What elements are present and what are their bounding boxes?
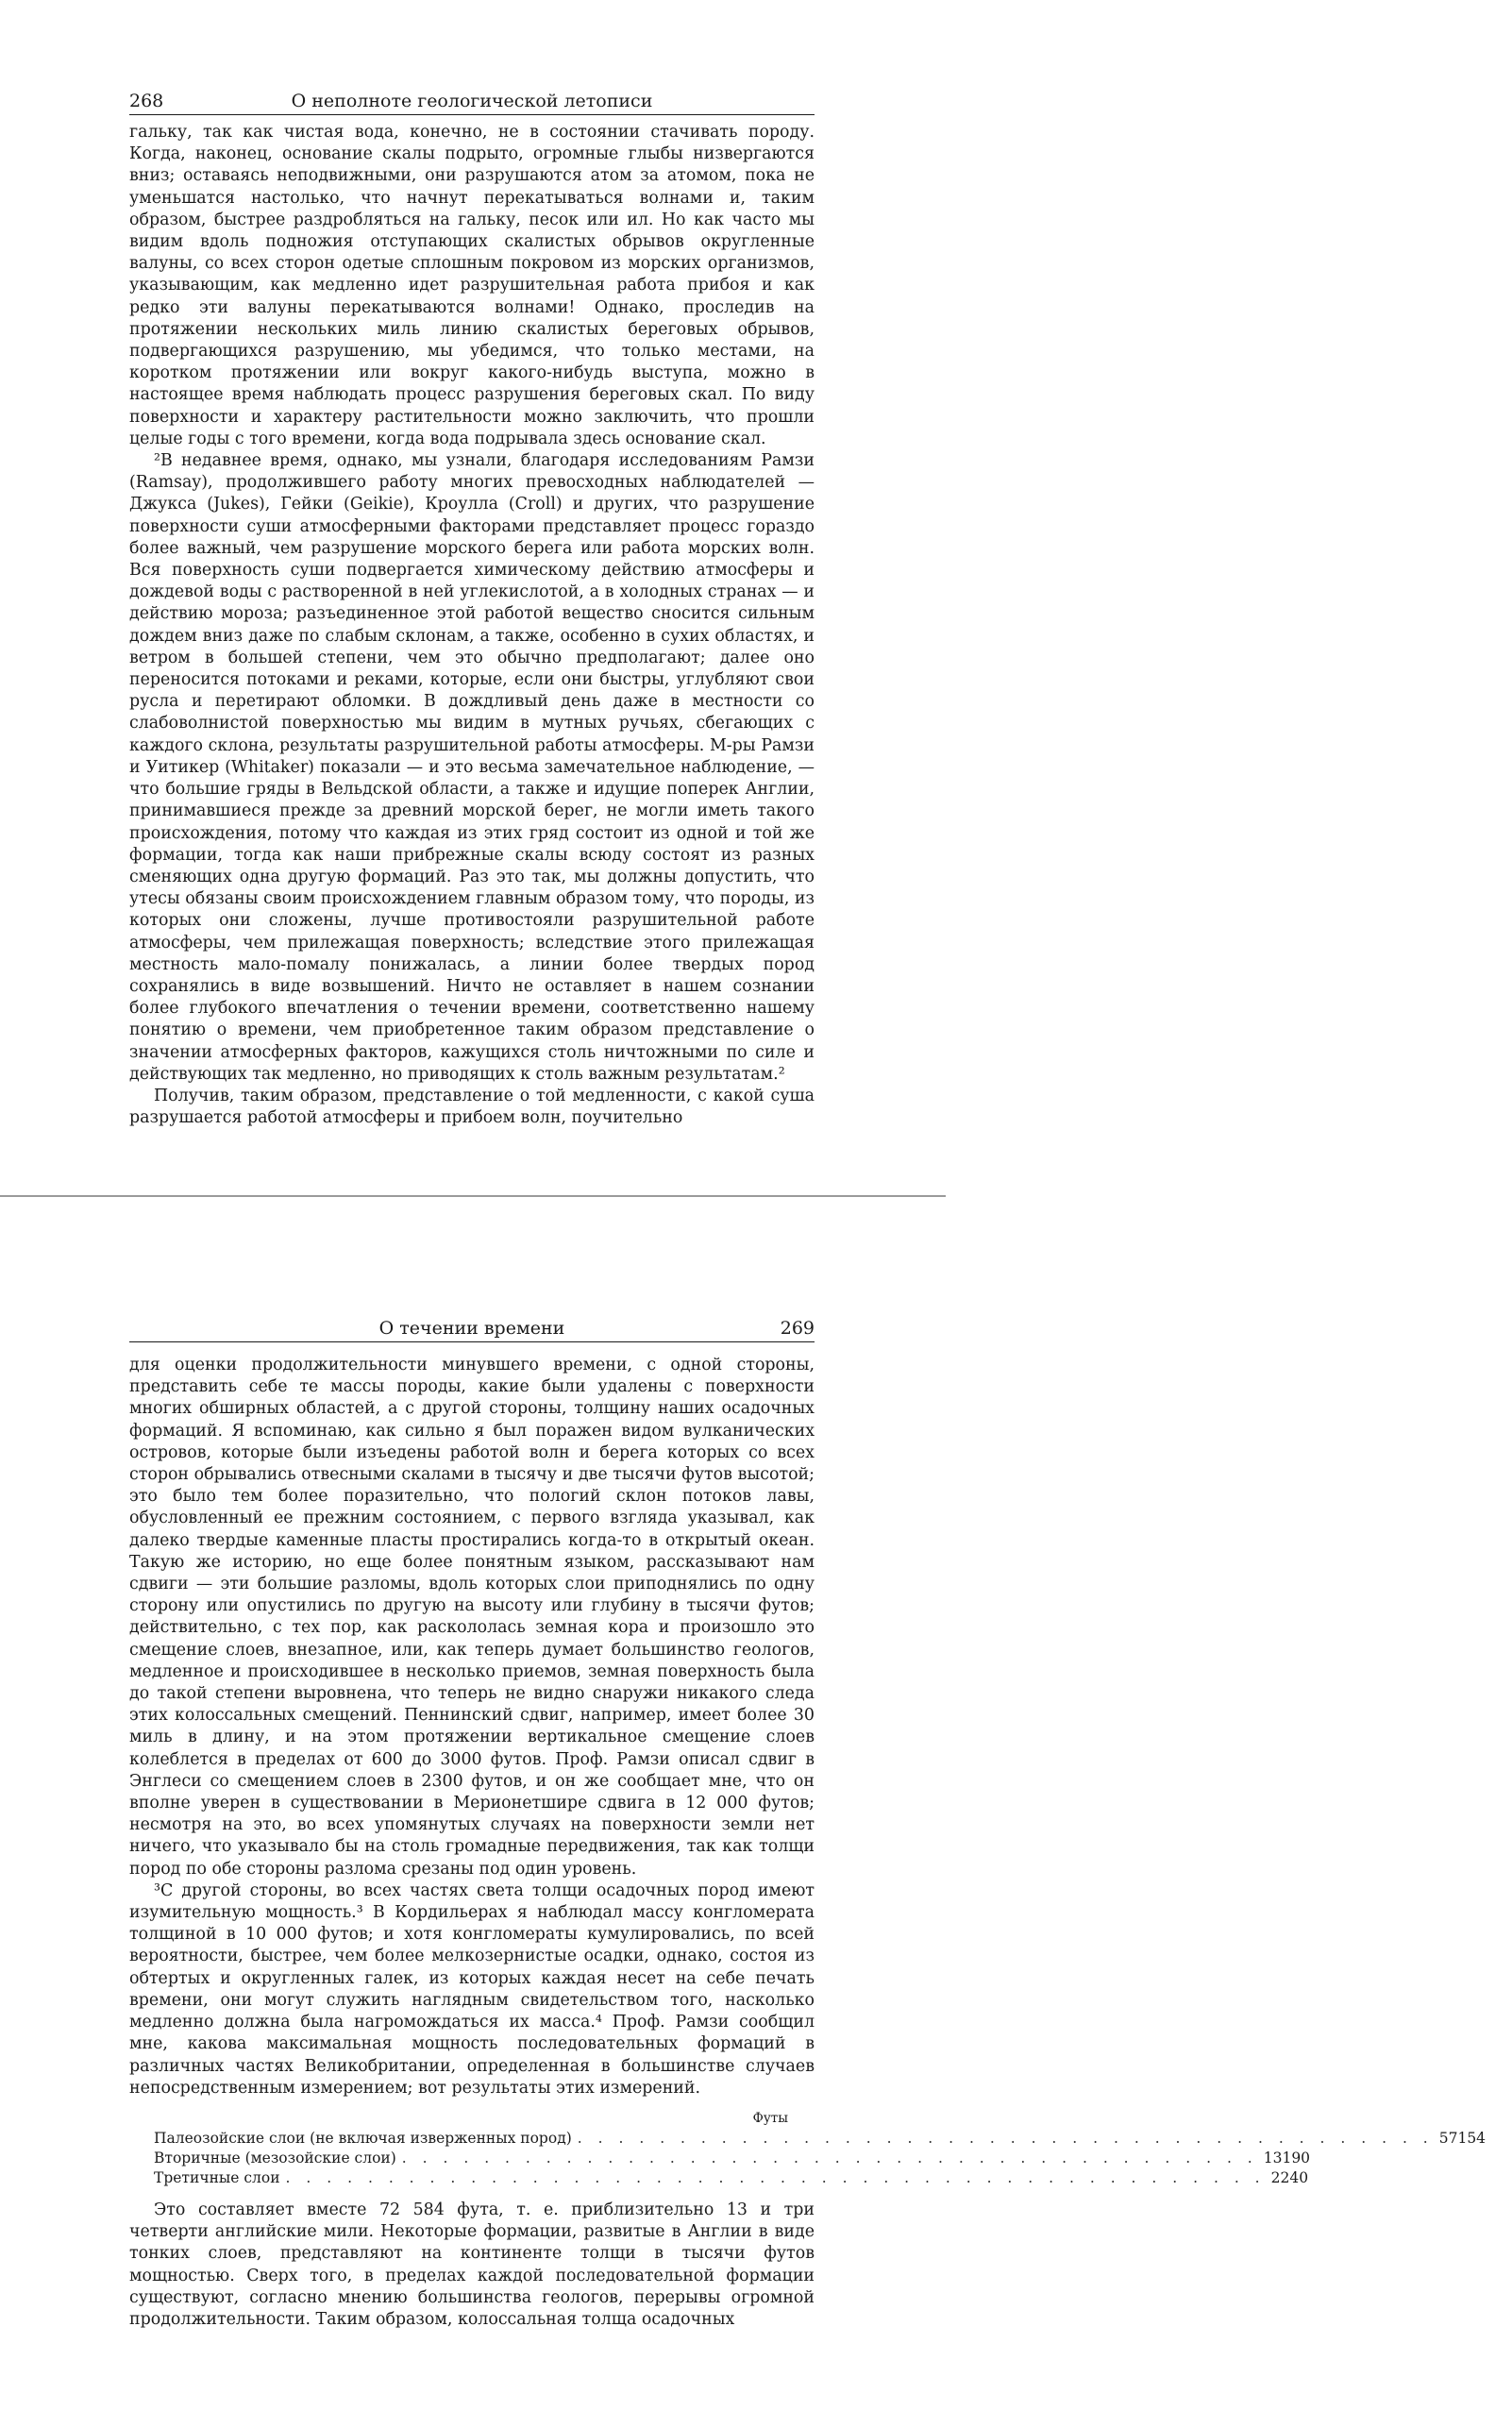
running-title: О течении времени: [378, 1318, 565, 1339]
paragraph: гальку, так как чистая вода, конечно, не в состоянии стачивать породу. Когда, наконец, основание скалы подрыто, огромные глыбы низвергаются вниз; оставаясь неподвижными, они разрушаются атом за атомом, пока не уменьшатся настолько, что начнут перекатываться волнами и, таким образом, быстрее раздробляться на гальку, песок или ил. Но как часто мы видим вдоль подножия отступающих скалистых обрывов округленные валуны, со всех сторон одетые сплошным покровом из морских организмов, указывающим, как медленно идет разрушительная работа прибоя и как редко эти валуны перекатываются волнами! Однако, проследив на протяжении нескольких миль линию скалистых береговых обрывов, подвергающихся разрушению, мы убедимся, что только местами, на коротком протяжении или вокруг какого-нибудь выступа, можно в настоящее время наблюдать процесс разрушения береговых скал. По виду поверхности и характеру растительности можно заключить, что прошли целые годы с того времени, когда вода подрывала здесь основание скал.: [129, 123, 815, 448]
table-row: [129, 2129, 1487, 2149]
thickness-table: [129, 2109, 1487, 2188]
row-label: Вторичные (мезозойские слои): [154, 2149, 396, 2167]
paragraph: ²В недавнее время, однако, мы узнали, благодаря исследованиям Рамзи (Ramsay), продолжившего работу многих превосходных наблюдателей — Джукса (Jukes), Гейки (Geikie), Кроулла (Croll) и других, что разрушение поверхности суши атмосферными факторами представляет процесс гораздо более важный, чем разрушение морского берега или работа морских волн. Вся поверхность суши подвергается химическому действию атмосферы и дождевой воды с растворенной в ней углекислотой, а в холодных странах — и действию мороза; разъединенное этой работой вещество сносится сильным дождем вниз даже по слабым склонам, а также, особенно в сухих областях, и ветром в большей степени, чем это обычно предполагают; далее оно переносится потоками и реками, которые, если они быстры, углубляют свои русла и перетирают обломки. В дождливый день даже в местности со слабоволнистой поверхностью мы видим в мутных ручьях, сбегающих с каждого склона, результаты разрушительной работы атмосферы. М-ры Рамзи и Уитикер (Whitaker) показали — и это весьма замечательное наблюдение, — что большие гряды в Вельдской области, а также и идущие поперек Англии, принимавшиеся прежде за древний морской берег, не могли иметь такого происхождения, потому что каждая из этих гряд состоит из одной и той же формации, тогда как наши прибрежные скалы всюду состоят из разных сменяющих одна другую формаций. Раз это так, мы должны допустить, что утесы обязаны своим происхождением главным образом тому, что породы, из которых они сложены, лучше противостояли разрушительной работе атмосферы, чем прилежащая поверхность; вследствие этого прилежащая местность мало-помалу понижалась, а линии более твердых пород сохранялись в виде возвышений. Ничто не оставляет в нашем сознании более глубокого впечатления о течении времени, соответственно нашему понятию о времени, чем приобретенное таким образом представление о значении атмосферных факторов, кажущихся столь ничтожными по силе и действующих так медленно, но приводящих к столь важным результатам.²: [129, 451, 815, 1084]
row-value: 13190: [1263, 2149, 1311, 2167]
paragraph: ³С другой стороны, во всех частях света толщи осадочных пород имеют изумительную мощность.³ В Кордильерах я наблюдал массу конгломерата толщиной в 10 000 футов; и хотя конгломераты кумулировались, по всей вероятности, быстрее, чем более мелкозернистые осадки, однако, состоя из обтертых и округленных галек, из которых каждая несет на себе печать времени, они могут служить наглядным свидетельством того, насколько медленно должна была нагромождаться их масса.⁴ Проф. Рамзи сообщил мне, какова максимальная мощность последовательных формаций в различных частях Великобритании, определенная в большинстве случаев непосредственным измерением; вот результаты этих измерений.: [129, 1880, 815, 2098]
leader-dots: . . . . . . . . . . . . . . . . . . . . . . . . . . . . . . . . . . . . . . . . . . . . . . . .: [285, 2168, 1266, 2186]
row-value: 57154: [1438, 2129, 1487, 2147]
page-268: [0, 0, 946, 1188]
running-header: [129, 1317, 815, 1342]
table-row: [129, 2168, 1309, 2188]
row-value: 2240: [1270, 2168, 1309, 2186]
table-unit-header: Футы: [752, 2110, 788, 2126]
page-number: 269: [780, 1318, 815, 1339]
leader-dots: . . . . . . . . . . . . . . . . . . . . . . . . . . . . . . . . . . . . . . . . . .: [401, 2149, 1258, 2167]
running-title: О неполноте геологической летописи: [291, 91, 653, 111]
body-text: [129, 1355, 1487, 2331]
table-row: [129, 2149, 1311, 2168]
page-divider: [0, 1195, 946, 1197]
row-label: Палеозойские слои (не включая изверженных пород): [154, 2129, 572, 2147]
running-header: [129, 90, 815, 115]
leader-dots: . . . . . . . . . . . . . . . . . . . . . . . . . . . . . . . . . . . . . . . . . .: [577, 2129, 1434, 2147]
paragraph: Получив, таким образом, представление о той медленности, с какой суша разрушается работой атмосферы и прибоем волн, поучительно: [129, 1086, 815, 1128]
paragraph: для оценки продолжительности минувшего времени, с одной стороны, представить себе те массы породы, какие были удалены с поверхности многих обширных областей, а с другой стороны, толщину наших осадочных формаций. Я вспоминаю, как сильно я был поражен видом вулканических островов, которые были изъедены работой волн и берега которых со всех сторон обрывались отвесными скалами в тысячу и две тысячи футов высотой; это было тем более поразительно, что пологий склон потоков лавы, обусловленный ее прежним состоянием, с первого взгляда указывал, как далеко твердые каменные пласты простирались когда-то в открытый океан. Такую же историю, но еще более понятным языком, рассказывают нам сдвиги — эти большие разломы, вдоль которых слои приподнялись по одну сторону или опустились по другую на высоту или глубину в тысячи футов; действительно, с тех пор, как раскололась земная кора и произошло это смещение слоев, внезапное, или, как теперь думает большинство геологов, медленное и происходившее в несколько приемов, земная поверхность была до такой степени выровнена, что теперь не видно снаружи никакого следа этих колоссальных смещений. Пеннинский сдвиг, например, имеет более 30 миль в длину, и на этом протяжении вертикальное смещение слоев колеблется в пределах от 600 до 3000 футов. Проф. Рамзи описал сдвиг в Энглеси со смещением слоев в 2300 футов, и он же сообщает мне, что он вполне уверен в существовании в Мерионетшире сдвига в 12 000 футов; несмотря на это, во всех упомянутых случаях на поверхности земли нет ничего, что указывало бы на столь громадные передвижения, так как толщи пород по обе стороны разлома срезаны под один уровень.: [129, 1356, 815, 1879]
page-number: 268: [129, 91, 164, 111]
body-text: [129, 122, 815, 1129]
row-label: Третичные слои: [154, 2168, 280, 2186]
paragraph: Это составляет вместе 72 584 фута, т. е. приблизительно 13 и три четверти английские мили. Некоторые формации, развитые в Англии в виде тонких слоев, представляют на континенте толщи в тысячи футов мощностью. Сверх того, в пределах каждой последовательной формации существуют, согласно мнению большинства геологов, перерывы огромной продолжительности. Таким образом, колоссальная толща осадочных: [129, 2200, 815, 2329]
page-269: [0, 1222, 1487, 2411]
